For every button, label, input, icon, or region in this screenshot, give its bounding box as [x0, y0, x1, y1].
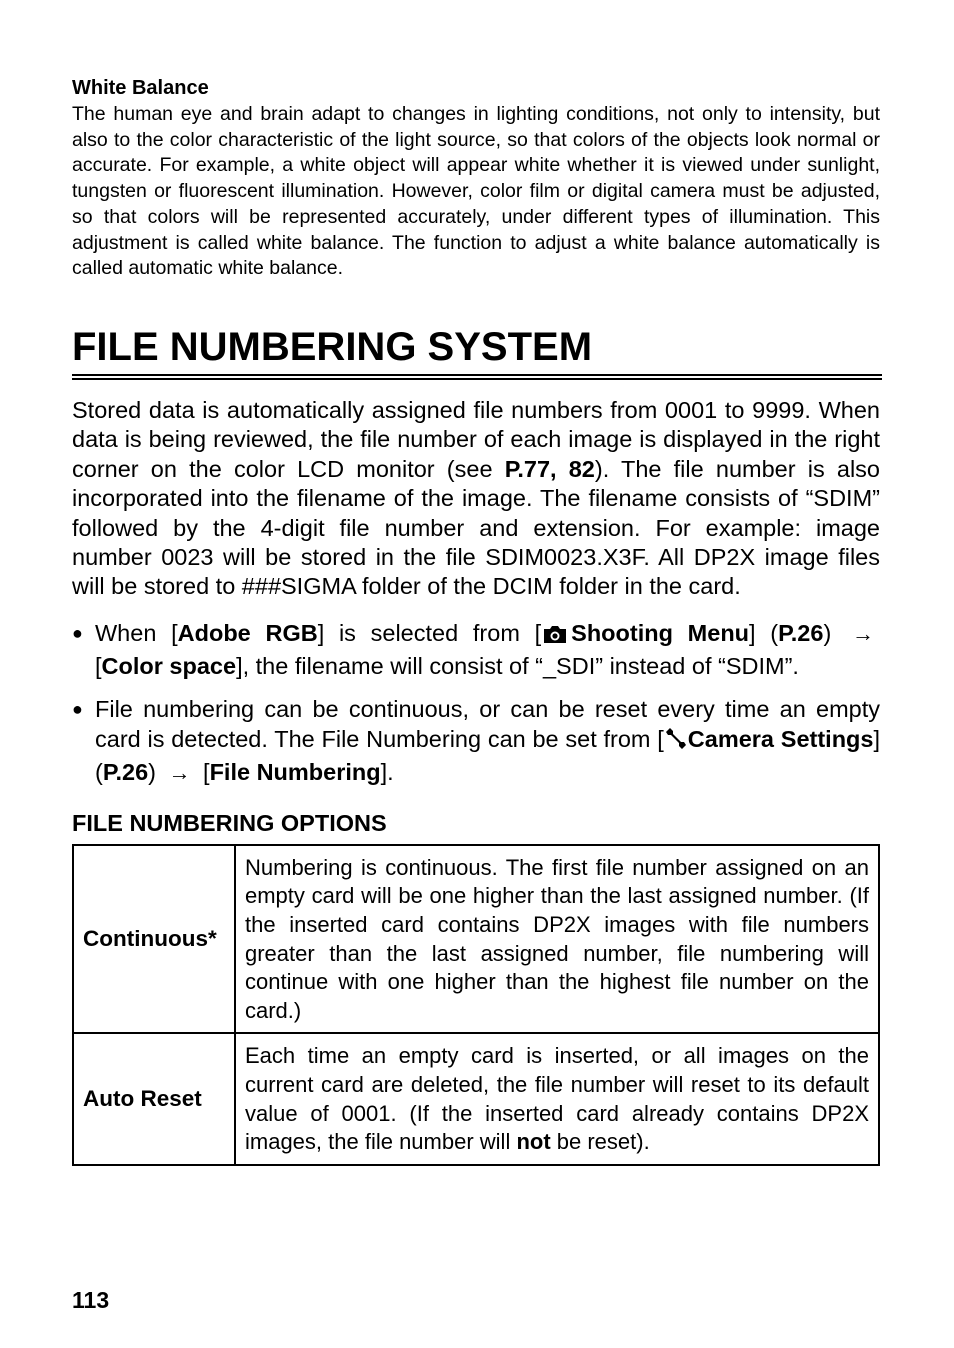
- camera-icon: [543, 621, 567, 651]
- shooting-menu-label: Shooting Menu: [571, 619, 750, 646]
- note-text: ] (: [749, 619, 779, 646]
- option-description-emphasis: not: [516, 1129, 551, 1155]
- intro-text-1: Stored data is automatically assigned file numbers from 0001 to 9999. When data is being reviewed, the file number of each image is displayed in the right corner on the color LCD monitor (see: [72, 396, 880, 482]
- intro-page-ref: P.77, 82: [504, 455, 595, 482]
- page-ref: P.26: [102, 758, 149, 785]
- note-text: ): [148, 758, 163, 785]
- note-text: ] (: [95, 725, 880, 785]
- table-row: [73, 1033, 879, 1164]
- option-description-text: Each time an empty card is inserted, or all images on the current card are deleted, the file number will reset to its default value of 0001. (If the inserted card already contains DP2X images, the file number will: [245, 1043, 869, 1155]
- notes-list: [72, 618, 880, 788]
- options-table: [72, 844, 880, 1166]
- note-text: File numbering can be continuous, or can be reset every time an empty card is detected. The File Numbering can be set from [: [95, 695, 880, 752]
- bullet-icon: ●: [72, 698, 83, 719]
- arrow-right-icon: →: [852, 620, 875, 646]
- option-description-text: be reset).: [550, 1129, 650, 1155]
- white-balance-title: White Balance: [72, 77, 209, 99]
- camera-settings-label: Camera Settings: [687, 725, 874, 752]
- manual-page: [72, 74, 880, 1166]
- intro-paragraph: [72, 396, 880, 602]
- arrow-right-icon: →: [168, 759, 191, 785]
- note-file-numbering: [72, 694, 880, 788]
- bullet-icon: ●: [72, 622, 83, 643]
- note-text: ] is selected from [: [317, 619, 542, 646]
- color-space-label: Color space: [101, 652, 237, 679]
- note-text: ): [823, 619, 847, 646]
- options-title: FILE NUMBERING OPTIONS: [72, 809, 387, 836]
- note-text: [: [95, 652, 102, 679]
- section-title: FILE NUMBERING SYSTEM: [72, 324, 882, 380]
- option-name: Auto Reset: [73, 1033, 235, 1164]
- white-balance-box: [72, 74, 880, 282]
- file-numbering-label: File Numbering: [209, 758, 381, 785]
- note-text: ], the filename will consist of “_SDI” instead of “SDIM”.: [236, 652, 799, 679]
- wrench-icon: [664, 727, 686, 757]
- option-description: [235, 1033, 879, 1164]
- note-text: [: [196, 758, 210, 785]
- white-balance-text: The human eye and brain adapt to changes in lighting conditions, not only to intensity, but also to the color characteristic of the light source, so that colors of the objects look normal or accurate. For example, a white object will appear white whether it is viewed under sunlight, tungsten or fluorescent illumination. However, color film or digital camera must be adjusted, so that colors will be represented accurately, under different types of illumination. This adjustment is called white balance. The function to adjust a white balance automatically is called automatic white balance.: [72, 103, 880, 280]
- adobe-rgb-label: Adobe RGB: [177, 619, 318, 646]
- option-name: Continuous*: [73, 845, 235, 1034]
- intro-text-2: ). The file number is also incorporated into the filename of the image. The filename consists of “SDIM” followed by the 4-digit file number and extension. For example: image number 0023 will be stored in the file SDIM0023.X3F. All DP2X image files will be stored to ###SIGMA folder of the DCIM folder in the card.: [72, 455, 880, 600]
- table-row: [73, 845, 879, 1034]
- note-text: When [: [95, 619, 178, 646]
- page-ref: P.26: [778, 619, 824, 646]
- note-text: ].: [380, 758, 394, 785]
- note-adobe-rgb: [72, 618, 880, 681]
- option-description: Numbering is continuous. The first file number assigned on an empty card will be one higher than the last assigned number. (If the inserted card contains DP2X images with file numbers greater than the last assigned number, file numbering will continue with one higher than the highest file number on the card.): [235, 845, 879, 1034]
- page-number: 113: [72, 1287, 110, 1313]
